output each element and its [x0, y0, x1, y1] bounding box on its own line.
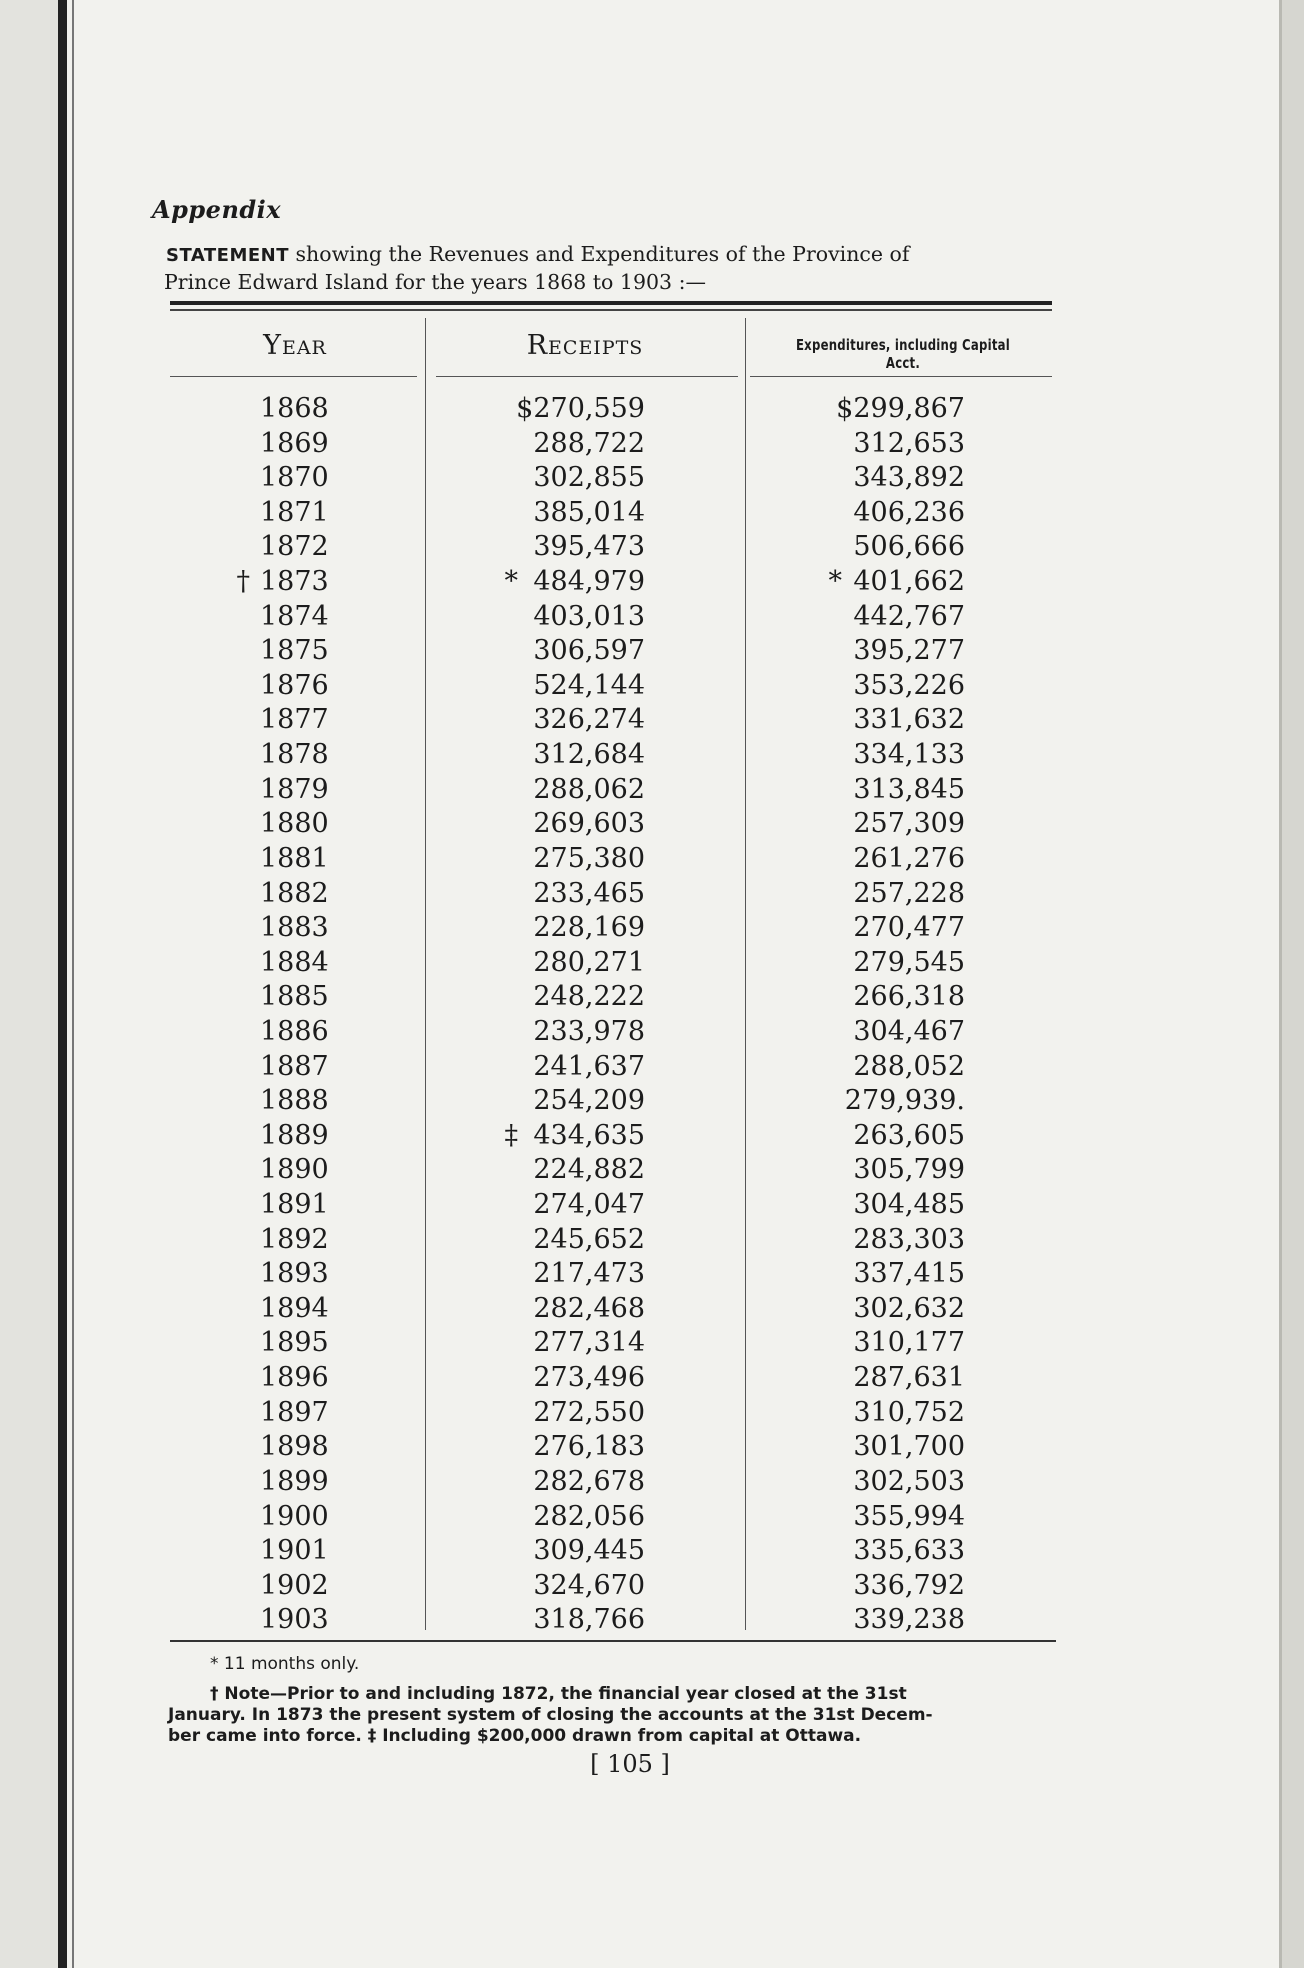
year-cell: 1889: [260, 1119, 329, 1151]
receipts-cell: 273,496: [533, 1362, 645, 1394]
footnote-dagger-line-1: † Note—Prior to and including 1872, the financial year closed at the 31st: [210, 1684, 907, 1704]
statement-line-1: [166, 241, 1066, 269]
expenditures-cell: 270,477: [853, 912, 965, 944]
expenditures-cell: 395,277: [853, 635, 965, 667]
table-bottom-rule: [170, 1640, 1056, 1642]
table-row: [0, 427, 1304, 462]
year-cell: 1902: [260, 1569, 329, 1601]
expenditures-cell: 263,605: [853, 1119, 965, 1151]
footnote-dagger-line-2: January. In 1873 the present system of closing the accounts at the 31st Decem-: [168, 1705, 933, 1725]
table-row: [0, 1326, 1304, 1361]
expenditures-cell: 312,653: [853, 427, 965, 459]
table-row: [0, 461, 1304, 496]
year-cell: 1901: [260, 1535, 329, 1567]
receipts-cell: 324,670: [533, 1569, 645, 1601]
receipts-cell: 241,637: [533, 1050, 645, 1082]
year-cell: 1875: [260, 635, 329, 667]
receipts-cell: 524,144: [533, 669, 645, 701]
year-cell: 1891: [260, 1189, 329, 1221]
table-row: [0, 1292, 1304, 1327]
column-header-expenditures: Expenditures, including Capital Acct.: [795, 336, 1011, 372]
footnotes: [168, 1654, 1068, 1747]
receipts-footnote-mark: ‡: [504, 1119, 518, 1151]
footnote-dagger-line-3: ber came into force. ‡ Including $200,000 drawn from capital at Ottawa.: [168, 1726, 862, 1746]
year-cell: 1898: [260, 1431, 329, 1463]
year-cell: 1895: [260, 1327, 329, 1359]
receipts-cell: 282,678: [533, 1465, 645, 1497]
table-row: [0, 496, 1304, 531]
year-cell: 1884: [260, 946, 329, 978]
receipts-cell: 288,062: [533, 773, 645, 805]
year-cell: 1883: [260, 912, 329, 944]
year-cell: 1872: [260, 531, 329, 563]
year-cell: 1892: [260, 1223, 329, 1255]
table-row: [0, 703, 1304, 738]
table-row: [0, 1361, 1304, 1396]
expenditures-cell: 336,792: [853, 1569, 965, 1601]
year-cell: 1885: [260, 981, 329, 1013]
receipts-cell: 484,979: [533, 566, 645, 598]
year-cell: 1903: [260, 1604, 329, 1636]
year-cell: 1878: [260, 739, 329, 771]
expenditures-cell: 401,662: [853, 566, 965, 598]
receipts-cell: 280,271: [533, 946, 645, 978]
year-cell: 1897: [260, 1396, 329, 1428]
expenditures-cell: 257,228: [853, 877, 965, 909]
expenditures-cell: 257,309: [853, 808, 965, 840]
receipts-cell: 276,183: [533, 1431, 645, 1463]
year-cell: 1876: [260, 669, 329, 701]
expenditures-cell: 304,485: [853, 1189, 965, 1221]
year-cell: 1873: [260, 566, 329, 598]
table-row: [0, 807, 1304, 842]
table-row: [0, 1396, 1304, 1431]
year-cell: 1890: [260, 1154, 329, 1186]
receipts-footnote-mark: *: [504, 566, 518, 598]
statement-bold-word: STATEMENT: [166, 245, 290, 266]
table-row: [0, 1050, 1304, 1085]
receipts-cell: 272,550: [533, 1396, 645, 1428]
table-row: [0, 842, 1304, 877]
expenditures-cell: 305,799: [853, 1154, 965, 1186]
table-row: [0, 1430, 1304, 1465]
table-row: [0, 1223, 1304, 1258]
table-top-rule: [170, 301, 1052, 305]
receipts-cell: 288,722: [533, 427, 645, 459]
receipts-cell: 277,314: [533, 1327, 645, 1359]
table-row: [0, 1465, 1304, 1500]
table-row: [0, 980, 1304, 1015]
expenditures-cell: 406,236: [853, 496, 965, 528]
table-row: [0, 946, 1304, 981]
table-body: [0, 392, 1304, 1638]
year-cell: 1882: [260, 877, 329, 909]
table-row: [0, 600, 1304, 635]
expenditures-cell: $299,867: [836, 393, 965, 424]
receipts-cell: 224,882: [533, 1154, 645, 1186]
receipts-cell: 217,473: [533, 1258, 645, 1290]
expenditures-cell: 287,631: [853, 1362, 965, 1394]
table-row: [0, 773, 1304, 808]
table-row: [0, 911, 1304, 946]
table-row: [0, 392, 1304, 427]
expenditures-cell: 302,632: [853, 1292, 965, 1324]
expenditures-cell: 310,177: [853, 1327, 965, 1359]
receipts-cell: 275,380: [533, 842, 645, 874]
expenditures-cell: 343,892: [853, 462, 965, 494]
receipts-cell: 309,445: [533, 1535, 645, 1567]
year-cell: 1874: [260, 600, 329, 632]
receipts-cell: 282,056: [533, 1500, 645, 1532]
year-cell: 1893: [260, 1258, 329, 1290]
year-cell: 1886: [260, 1015, 329, 1047]
expenditures-cell: 313,845: [853, 773, 965, 805]
footnote-asterisk: * 11 months only.: [210, 1654, 360, 1674]
expenditures-cell: 334,133: [853, 739, 965, 771]
receipts-cell: 233,978: [533, 1015, 645, 1047]
table-row: [0, 1153, 1304, 1188]
expenditures-cell: 337,415: [853, 1258, 965, 1290]
expenditures-cell: 302,503: [853, 1465, 965, 1497]
table-row: [0, 1257, 1304, 1292]
table-top-rule-thin: [170, 309, 1052, 311]
header-underline-receipts: [436, 376, 738, 377]
receipts-cell: 233,465: [533, 877, 645, 909]
year-cell: 1888: [260, 1085, 329, 1117]
year-cell: 1900: [260, 1500, 329, 1532]
year-cell: 1880: [260, 808, 329, 840]
expenditures-cell: 335,633: [853, 1535, 965, 1567]
receipts-cell: 254,209: [533, 1085, 645, 1117]
table-row: [0, 1084, 1304, 1119]
table-row: [0, 634, 1304, 669]
expenditures-cell: 283,303: [853, 1223, 965, 1255]
receipts-cell: 403,013: [533, 600, 645, 632]
receipts-cell: 385,014: [533, 496, 645, 528]
expenditures-cell: 310,752: [853, 1396, 965, 1428]
year-cell: 1881: [260, 842, 329, 874]
page-number: [ 105 ]: [590, 1750, 670, 1778]
table-row: [0, 1534, 1304, 1569]
year-cell: 1879: [260, 773, 329, 805]
table-row: [0, 1119, 1304, 1154]
expenditures-cell: 266,318: [853, 981, 965, 1013]
receipts-cell: 302,855: [533, 462, 645, 494]
table-row: [0, 1500, 1304, 1535]
table-row: [0, 1015, 1304, 1050]
year-cell: 1894: [260, 1292, 329, 1324]
receipts-cell: 395,473: [533, 531, 645, 563]
expenditures-cell: 355,994: [853, 1500, 965, 1532]
receipts-cell: 274,047: [533, 1189, 645, 1221]
receipts-cell: 282,468: [533, 1292, 645, 1324]
expenditures-cell: 304,467: [853, 1015, 965, 1047]
year-cell: 1871: [260, 496, 329, 528]
expenditures-cell: 506,666: [853, 531, 965, 563]
expenditures-cell: 279,545: [853, 946, 965, 978]
column-header-receipts: Receipts: [526, 330, 644, 361]
expenditures-cell: 331,632: [853, 704, 965, 736]
receipts-cell: 306,597: [533, 635, 645, 667]
receipts-cell: 245,652: [533, 1223, 645, 1255]
year-footnote-mark: †: [236, 566, 250, 598]
year-cell: 1868: [260, 393, 329, 424]
receipts-cell: 248,222: [533, 981, 645, 1013]
column-header-year: Year: [263, 330, 327, 361]
expenditures-cell: 339,238: [853, 1604, 965, 1636]
year-cell: 1887: [260, 1050, 329, 1082]
header-underline-year: [170, 376, 417, 377]
expenditures-cell: 279,939.: [844, 1085, 965, 1117]
table-row: [0, 738, 1304, 773]
table-row: [0, 877, 1304, 912]
year-cell: 1870: [260, 462, 329, 494]
table-row: [0, 1603, 1304, 1638]
expenditures-cell: 288,052: [853, 1050, 965, 1082]
receipts-cell: 326,274: [533, 704, 645, 736]
statement-title: [166, 241, 1066, 296]
table-row: [0, 530, 1304, 565]
expenditures-cell: 442,767: [853, 600, 965, 632]
receipts-cell: $270,559: [516, 393, 645, 424]
table-row: [0, 1188, 1304, 1223]
appendix-heading: Appendix: [152, 195, 282, 224]
year-cell: 1899: [260, 1465, 329, 1497]
expenditures-cell: 353,226: [853, 669, 965, 701]
receipts-cell: 228,169: [533, 912, 645, 944]
receipts-cell: 434,635: [533, 1119, 645, 1151]
statement-line-1-rest: showing the Revenues and Expenditures of the Province of: [289, 242, 910, 266]
receipts-cell: 269,603: [533, 808, 645, 840]
statement-line-2: Prince Edward Island for the years 1868 to 1903 :—: [164, 270, 706, 294]
receipts-cell: 312,684: [533, 739, 645, 771]
table-row: [0, 1569, 1304, 1604]
header-underline-expenditures: [750, 376, 1052, 377]
table-row: [0, 565, 1304, 600]
expenditures-cell: 261,276: [853, 842, 965, 874]
receipts-cell: 318,766: [533, 1604, 645, 1636]
table-row: [0, 669, 1304, 704]
expenditures-cell: 301,700: [853, 1431, 965, 1463]
expenditures-footnote-mark: *: [828, 566, 842, 598]
year-cell: 1869: [260, 427, 329, 459]
year-cell: 1896: [260, 1362, 329, 1394]
year-cell: 1877: [260, 704, 329, 736]
